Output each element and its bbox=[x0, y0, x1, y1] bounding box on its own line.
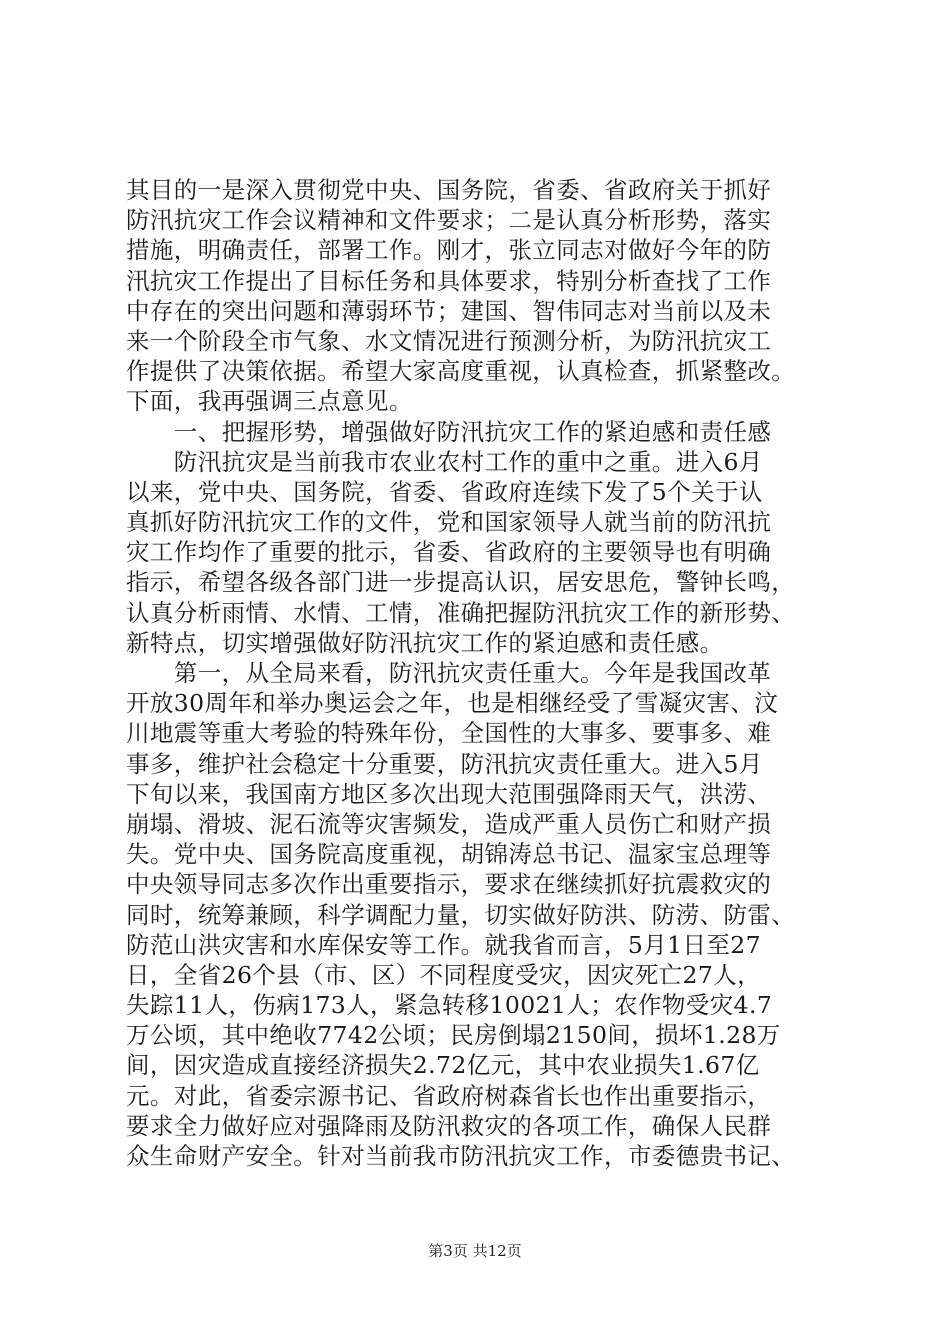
text-line: 要求全力做好应对强降雨及防汛救灾的各项工作，确保人民群 bbox=[126, 1111, 772, 1140]
text-line: 下旬以来，我国南方地区多次出现大范围强降雨天气，洪涝、 bbox=[126, 779, 772, 808]
text-line: 措施，明确责任，部署工作。刚才，张立同志对做好今年的防 bbox=[126, 236, 772, 265]
text-line: 来一个阶段全市气象、水文情况进行预测分析，为防汛抗灾工 bbox=[126, 326, 772, 355]
text-line: 众生命财产安全。针对当前我市防汛抗灾工作，市委德贵书记、 bbox=[126, 1142, 796, 1170]
section-heading: 一、把握形势，增强做好防汛抗灾工作的紧迫感和责任感 bbox=[126, 417, 772, 446]
text-line: 防汛抗灾是当前我市农业农村工作的重中之重。进入6月 bbox=[126, 447, 763, 476]
text-line: 汛抗灾工作提出了目标任务和具体要求，特别分析查找了工作 bbox=[126, 266, 772, 295]
text-line: 真抓好防汛抗灾工作的文件，党和国家领导人就当前的防汛抗 bbox=[126, 508, 772, 537]
text-line: 日，全省26个县（市、区）不同程度受灾，因灾死亡27人， bbox=[126, 960, 762, 989]
text-line: 指示，希望各级各部门进一步提高认识，居安思危，警钟长鸣， bbox=[126, 568, 796, 597]
body-text bbox=[126, 175, 846, 1171]
text-line: 新特点，切实增强做好防汛抗灾工作的紧迫感和责任感。 bbox=[126, 628, 724, 657]
text-line: 失。党中央、国务院高度重视，胡锦涛总书记、温家宝总理等 bbox=[126, 840, 772, 869]
text-line: 以来，党中央、国务院，省委、省政府连续下发了5个关于认 bbox=[126, 477, 763, 506]
text-line: 灾工作均作了重要的批示，省委、省政府的主要领导也有明确 bbox=[126, 538, 772, 567]
text-line: 其目的一是深入贯彻党中央、国务院，省委、省政府关于抓好 bbox=[126, 176, 772, 204]
text-line: 作提供了决策依据。希望大家高度重视，认真检查，抓紧整改。 bbox=[126, 357, 796, 386]
text-line: 下面，我再强调三点意见。 bbox=[126, 387, 413, 416]
text-line: 万公顷，其中绝收7742公顷；民房倒塌2150间，损坏1.28万 bbox=[126, 1021, 781, 1050]
text-line: 第一，从全局来看，防汛抗灾责任重大。今年是我国改革 bbox=[126, 659, 772, 687]
text-line: 防范山洪灾害和水库保安等工作。就我省而言，5月1日至27 bbox=[126, 930, 762, 959]
text-line: 中存在的突出问题和薄弱环节；建国、智伟同志对当前以及未 bbox=[126, 296, 772, 325]
text-line: 失踪11人，伤病173人，紧急转移10021人；农作物受灾4.7 bbox=[126, 991, 773, 1020]
text-line: 开放30周年和举办奥运会之年，也是相继经受了雪凝灾害、汶 bbox=[126, 689, 779, 718]
text-line: 中央领导同志多次作出重要指示，要求在继续抓好抗震救灾的 bbox=[126, 870, 772, 899]
text-line: 同时，统筹兼顾，科学调配力量，切实做好防洪、防涝、防雷、 bbox=[126, 900, 796, 929]
text-line: 防汛抗灾工作会议精神和文件要求；二是认真分析形势，落实 bbox=[126, 206, 772, 235]
page-number-footer: 第3页 共12页 bbox=[428, 1242, 522, 1260]
text-line: 元。对此，省委宗源书记、省政府树森省长也作出重要指示， bbox=[126, 1081, 772, 1110]
text-line: 川地震等重大考验的特殊年份，全国性的大事多、要事多、难 bbox=[126, 719, 772, 748]
text-line: 崩塌、滑坡、泥石流等灾害频发，造成严重人员伤亡和财产损 bbox=[126, 809, 772, 838]
text-line: 事多，维护社会稳定十分重要，防汛抗灾责任重大。进入5月 bbox=[126, 749, 763, 778]
text-line: 认真分析雨情、水情、工情，准确把握防汛抗灾工作的新形势、 bbox=[126, 598, 796, 627]
text-line: 间，因灾造成直接经济损失2.72亿元，其中农业损失1.67亿 bbox=[126, 1051, 760, 1080]
